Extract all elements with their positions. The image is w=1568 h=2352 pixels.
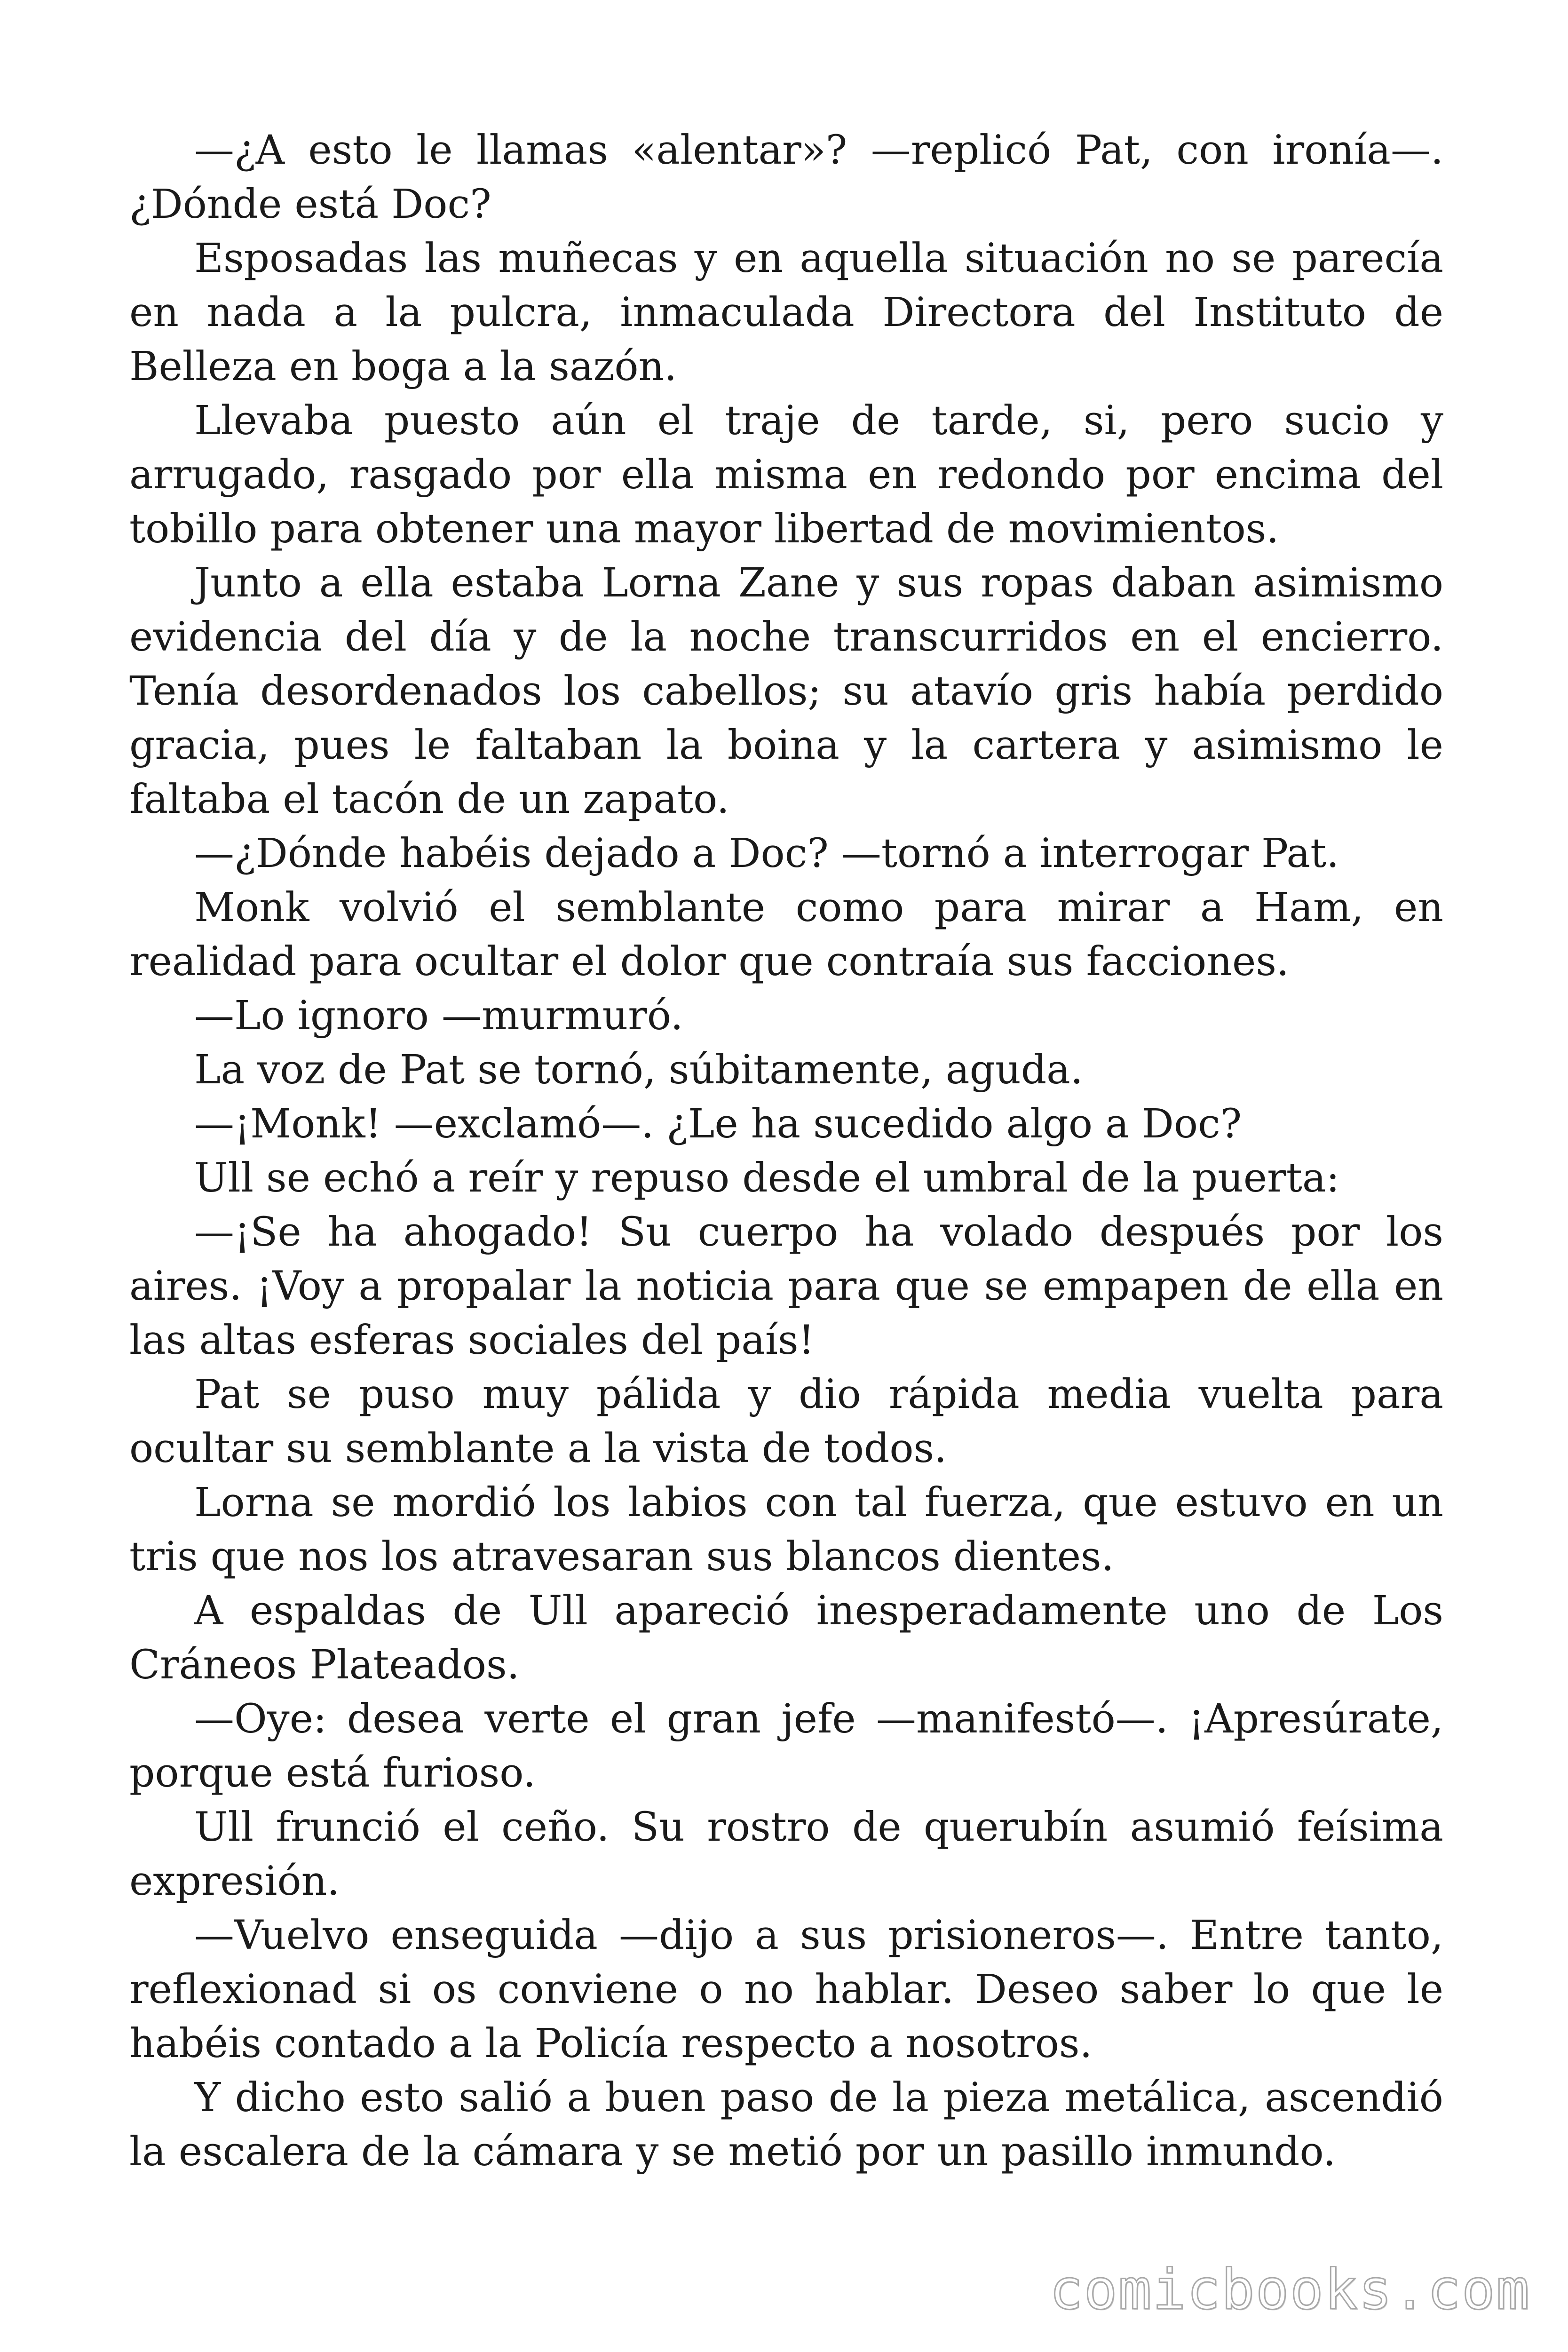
paragraph: —¿Dónde habéis dejado a Doc? —tornó a interrogar Pat. — [194, 830, 1339, 877]
paragraph: Ull se echó a reír y repuso desde el umbral de la puerta: — [194, 1155, 1340, 1201]
paragraph: Ull frunció el ceño. Su rostro de querubín asumió feísima expresión. — [129, 1804, 1443, 1905]
paragraph: —¡Monk! —exclamó—. ¿Le ha sucedido algo a Doc? — [194, 1101, 1242, 1147]
paragraph: Monk volvió el semblante como para mirar a Ham, en realidad para ocultar el dolor que contraía sus facciones. — [129, 884, 1443, 985]
paragraph: Llevaba puesto aún el traje de tarde, si, pero sucio y arrugado, rasgado por ella misma en redondo por encima del tobillo para obtener una mayor libertad de movimientos. — [129, 397, 1443, 552]
paragraph: Esposadas las muñecas y en aquella situación no se parecía en nada a la pulcra, inmaculada Directora del Instituto de Belleza en boga a la sazón. — [129, 235, 1443, 390]
paragraph: —Vuelvo enseguida —dijo a sus prisioneros—. Entre tanto, reflexionad si os conviene o no hablar. Deseo saber lo que le habéis contado a la Policía respecto a nosotros. — [129, 1912, 1443, 2067]
paragraph: —¿A esto le llamas «alentar»? —replicó Pat, con ironía—. ¿Dónde está Doc? — [129, 127, 1443, 228]
paragraph: A espaldas de Ull apareció inesperadamente uno de Los Cráneos Plateados. — [129, 1588, 1443, 1688]
paragraph: Junto a ella estaba Lorna Zane y sus ropas daban asimismo evidencia del día y de la noche transcurridos en el encierro. Tenía desordenados los cabellos; su atavío gris había perdido gracia, pues le faltaban la boina y la cartera y asimismo le faltaba el tacón de un zapato. — [129, 560, 1443, 823]
paragraph: La voz de Pat se tornó, súbitamente, aguda. — [194, 1047, 1083, 1093]
paragraph: Pat se puso muy pálida y dio rápida media vuelta para ocultar su semblante a la vista de todos. — [129, 1371, 1443, 1472]
paragraph: —Oye: desea verte el gran jefe —manifestó—. ¡Apresúrate, porque está furioso. — [129, 1696, 1443, 1796]
paragraph: Lorna se mordió los labios con tal fuerza, que estuvo en un tris que nos los atravesaran sus blancos dientes. — [129, 1479, 1443, 1580]
page-body — [129, 123, 1443, 2179]
watermark: comicbooks.com — [1049, 2257, 1530, 2322]
paragraph: Y dicho esto salió a buen paso de la pieza metálica, ascendió la escalera de la cámara y se metió por un pasillo inmundo. — [129, 2074, 1443, 2175]
paragraph: —¡Se ha ahogado! Su cuerpo ha volado después por los aires. ¡Voy a propalar la noticia para que se empapen de ella en las altas esferas sociales del país! — [129, 1209, 1443, 1364]
paragraph: —Lo ignoro —murmuró. — [194, 993, 683, 1039]
